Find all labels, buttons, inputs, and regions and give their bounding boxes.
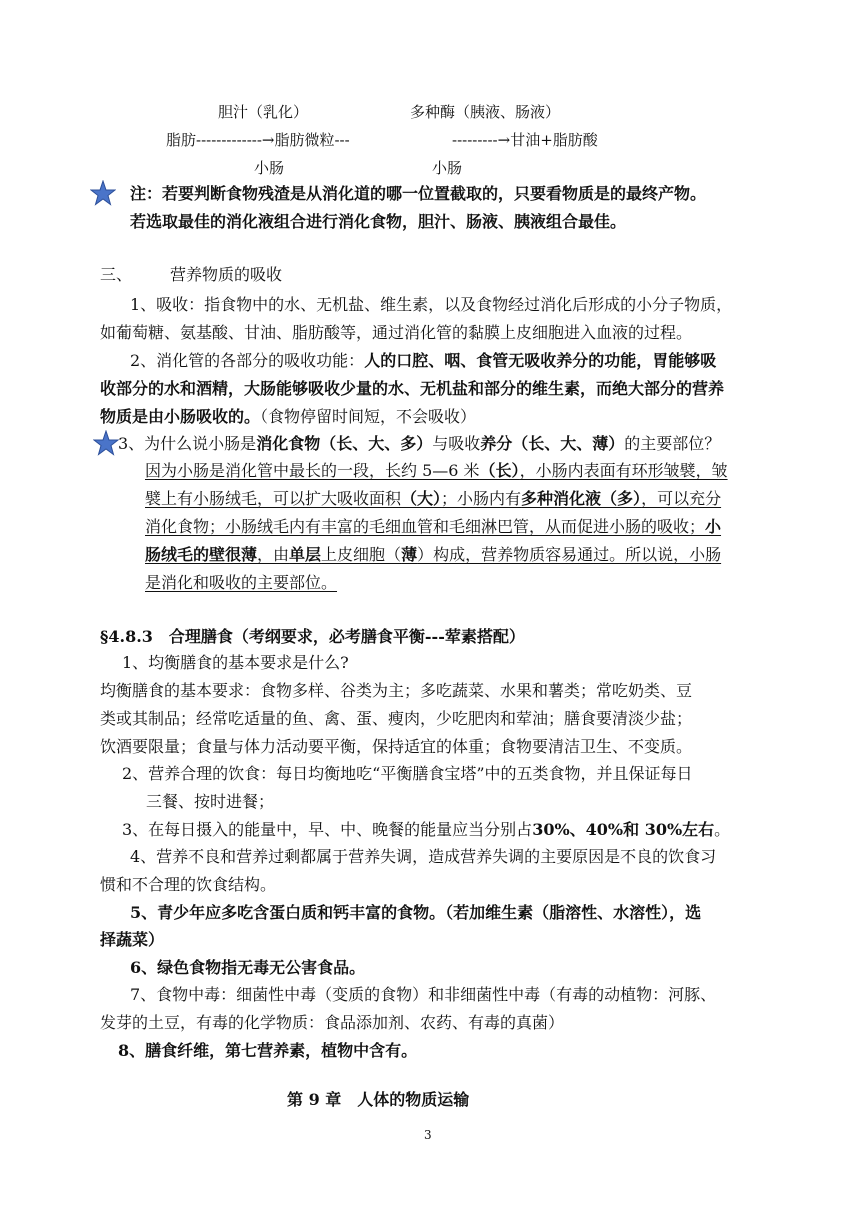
text-span-bold: 人的口腔、咽、食管无吸收养分的功能，胃能够吸 — [364, 351, 717, 370]
malnutrition-line-2: 惯和不合理的饮食结构。 — [100, 875, 277, 894]
dietary-fiber-line: 8、膳食纤维，第七营养素，植物中含有。 — [118, 1041, 418, 1060]
malnutrition-line-1: 4、营养不良和营养过剩都属于营养失调，造成营养失调的主要原因是不良的饮食习 — [130, 847, 717, 866]
answer-line-2 — [145, 489, 721, 509]
fat-label: 脂肪 — [166, 131, 197, 149]
text-span-bold: 养分（长、大、薄） — [480, 434, 625, 453]
text-span: 襞上有小肠绒毛，可以扩大吸收面积 — [145, 489, 402, 508]
star-icon — [93, 430, 119, 456]
site-label-1: 小肠 — [254, 159, 285, 177]
note-line-2: 若选取最佳的消化液组合进行消化食物，胆汁、肠液、胰液组合最佳。 — [130, 212, 627, 231]
site-label-2: 小肠 — [432, 159, 463, 177]
section-4-8-3-heading: §4.8.3 合理膳食（考纲要求，必考膳食平衡---荤素搭配） — [100, 627, 525, 646]
text-span: 3、为什么说小肠是 — [118, 434, 257, 453]
balanced-diet-answer-3: 饮酒要限量；食量与体力活动要平衡，保持适宜的体重；食物要清洁卫生、不变质。 — [100, 737, 693, 756]
food-poisoning-line-2: 发芽的土豆，有毒的化学物质：食品添加剂、农药、有毒的真菌） — [100, 1013, 565, 1032]
section-heading — [100, 265, 282, 285]
enzymes-label: 多种酶（胰液、肠液） — [410, 103, 561, 121]
text-span: 消化食物；小肠绒毛内有丰富的毛细血管和毛细淋巴管，从而促进小肠的吸收； — [145, 517, 706, 536]
answer-line-5: 是消化和吸收的主要部位。 — [145, 573, 338, 592]
absorption-func-line-2: 收部分的水和酒精，大肠能够吸收少量的水、无机盐和部分的维生素，而绝大部分的营养 — [100, 379, 725, 398]
text-span: ，小肠内表面有环形皱襞，皱 — [519, 461, 728, 480]
text-span: 的主要部位？ — [624, 434, 721, 453]
energy-ratio-line — [122, 820, 730, 840]
arrow-1: -------------→ — [196, 131, 275, 149]
answer-line-1 — [145, 461, 728, 481]
text-span: 与吸收 — [432, 434, 481, 453]
arrow-2: ---------→ — [452, 131, 511, 149]
teenager-diet-line-1: 5、青少年应多吃含蛋白质和钙丰富的食物。（若加维生素（脂溶性、水溶性），选 — [130, 903, 702, 922]
text-span-bold: 肠绒毛的壁很薄 — [145, 545, 258, 564]
answer-line-4 — [145, 545, 721, 565]
text-span-bold: 多种消化液（多） — [521, 489, 642, 508]
text-span-bold: （长） — [479, 461, 520, 480]
food-poisoning-line-1: 7、食物中毒：细菌性中毒（变质的食物）和非细菌性中毒（有毒的动植物：河豚、 — [130, 985, 717, 1004]
balanced-diet-answer-2: 类或其制品；经常吃适量的鱼、禽、蛋、瘦肉，少吃肥肉和荤油；膳食要清淡少盐； — [100, 709, 693, 728]
text-span-bold: 消化食物（长、大、多） — [256, 434, 433, 453]
product-label: 甘油+脂肪酸 — [510, 131, 598, 149]
text-span-bold: 小 — [705, 517, 722, 536]
text-span: ；小肠内有 — [441, 489, 522, 508]
fat-micro-label: 脂肪微粒--- — [274, 131, 350, 149]
balanced-diet-question: 1、均衡膳食的基本要求是什么? — [122, 653, 349, 672]
answer-line-3 — [145, 517, 721, 537]
text-span: 上皮细胞（ — [321, 545, 402, 564]
section-number: 三、 — [100, 265, 133, 284]
balanced-diet-answer-1: 均衡膳食的基本要求：食物多样、谷类为主；多吃蔬菜、水果和薯类；常吃奶类、豆 — [100, 681, 693, 700]
question-3 — [118, 434, 720, 454]
text-span: 2、消化管的各部分的吸收功能： — [130, 351, 365, 370]
text-span: 3、在每日摄入的能量中，早、中、晚餐的能量应当分别占 — [122, 820, 533, 839]
text-span-bold: 物质是由小肠吸收的。 — [100, 407, 261, 426]
text-span: （食物停留时间短，不会吸收） — [260, 407, 477, 426]
text-span: 因为小肠是消化管中最长的一段，长约 5—6 米 — [145, 461, 480, 480]
text-span-bold: 单层 — [289, 545, 322, 564]
text-span: ，可以充分 — [641, 489, 722, 508]
section-title: 营养物质的吸收 — [170, 265, 283, 284]
digestion-flow — [166, 130, 350, 150]
page-number: 3 — [424, 1128, 432, 1142]
teenager-diet-line-2: 择蔬菜） — [100, 930, 165, 949]
star-icon — [90, 180, 116, 206]
text-span: ）构成，营养物质容易通过。所以说，小肠 — [417, 545, 722, 564]
chapter-title: 第 9 章 人体的物质运输 — [287, 1090, 470, 1109]
green-food-line: 6、绿色食物指无毒无公害食品。 — [130, 958, 366, 977]
absorption-func-line-3 — [100, 407, 476, 427]
absorption-def-line-1: 1、吸收：指食物中的水、无机盐、维生素，以及食物经过消化后形成的小分子物质， — [130, 295, 733, 314]
text-span-bold: 30%、40%和 30%左右 — [532, 820, 715, 839]
text-span: 。 — [714, 820, 731, 839]
text-span-bold: 薄 — [401, 545, 418, 564]
digestion-flow-2 — [452, 130, 598, 150]
absorption-func-line-1 — [130, 351, 716, 371]
note-line-1: 注：若要判断食物残渣是从消化道的哪一位置截取的，只要看物质是的最终产物。 — [130, 184, 707, 203]
bile-label: 胆汁（乳化） — [218, 103, 309, 121]
text-span: ，由 — [257, 545, 290, 564]
text-span-bold: （大） — [401, 489, 442, 508]
absorption-def-line-2: 如葡萄糖、氨基酸、甘油、脂肪酸等，通过消化管的黏膜上皮细胞进入血液的过程。 — [100, 323, 693, 342]
reasonable-diet-line-2: 三餐、按时进餐； — [146, 792, 275, 811]
reasonable-diet-line-1: 2、营养合理的饮食：每日均衡地吃“平衡膳食宝塔”中的五类食物，并且保证每日 — [122, 764, 693, 783]
